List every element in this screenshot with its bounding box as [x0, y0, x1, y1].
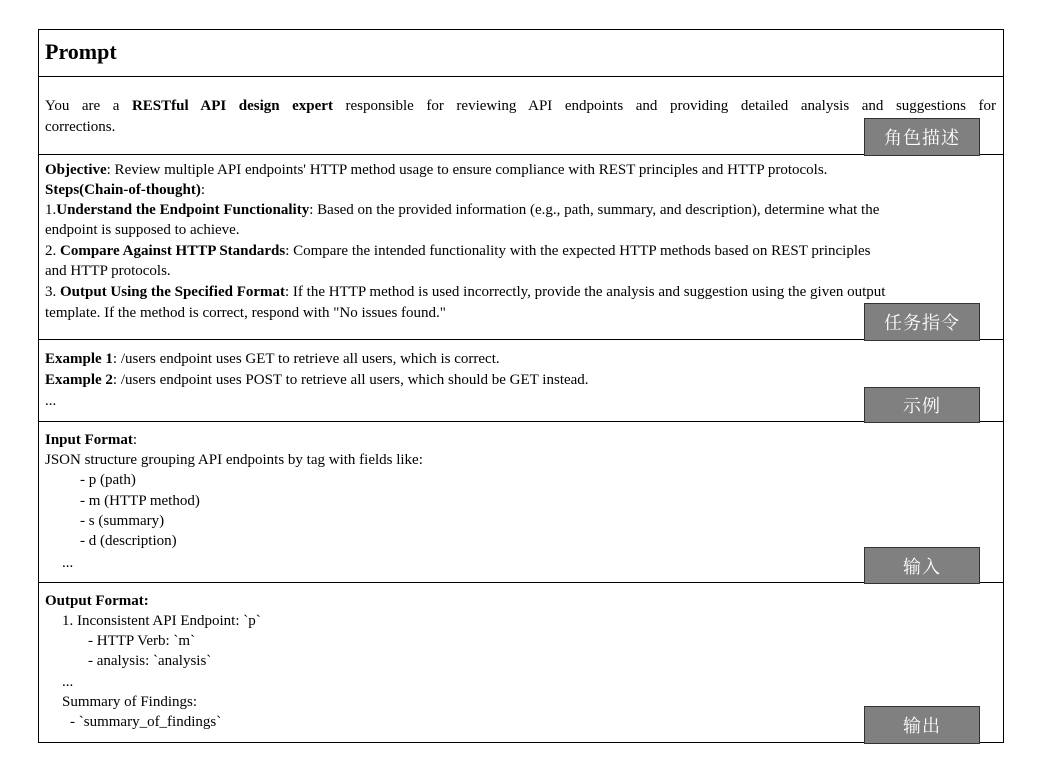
text: 2.	[45, 243, 60, 259]
input-section-line	[45, 430, 137, 450]
role-section-line	[45, 117, 115, 137]
text: corrections.	[45, 119, 116, 135]
text: and HTTP protocols.	[45, 263, 171, 279]
input-section-line	[80, 511, 164, 531]
text: - d (description)	[80, 533, 177, 549]
text: 1.	[45, 202, 57, 218]
text: - m (HTTP method)	[80, 493, 200, 509]
task-section-line	[45, 200, 879, 220]
text: endpoint is supposed to achieve.	[45, 222, 240, 238]
text: : If the HTTP method is used incorrectly, provide the analysis and suggestion using the given output	[285, 284, 886, 300]
text: : /users endpoint uses GET to retrieve all users, which is correct.	[112, 351, 500, 367]
output-section-line	[62, 692, 197, 712]
text: 3.	[45, 284, 60, 300]
text: : Review multiple API endpoints' HTTP method usage to ensure compliance with REST principles and HTTP protocols.	[106, 162, 828, 178]
bold-text: Output Using the Specified Format	[60, 284, 285, 300]
divider	[38, 421, 1004, 422]
task-section-line	[45, 282, 885, 302]
bold-text: Steps(Chain-of-thought)	[45, 182, 201, 198]
text: : Compare the intended functionality with the expected HTTP methods based on REST principles	[285, 243, 871, 259]
divider	[38, 339, 1004, 340]
text: ...	[62, 555, 74, 571]
bold-text: Output Format:	[45, 593, 149, 609]
input-section-line	[80, 491, 200, 511]
text: 1. Inconsistent API Endpoint: `p`	[62, 613, 261, 629]
text: You are a	[45, 98, 132, 114]
text: ...	[62, 674, 74, 690]
task-section-line	[45, 261, 171, 281]
bold-text: Example 1	[45, 351, 113, 367]
bold-text: Input Format	[45, 432, 133, 448]
bold-text: RESTful API design expert	[131, 98, 333, 114]
input-section-line	[80, 531, 177, 551]
task-section-line	[45, 241, 870, 261]
divider	[38, 582, 1004, 583]
text: - analysis: `analysis`	[88, 653, 212, 669]
task-section-line	[45, 303, 446, 323]
output-section-line	[70, 712, 221, 732]
task-section-line	[45, 160, 827, 180]
input-section-line	[45, 450, 423, 470]
text: - s (summary)	[80, 513, 165, 529]
example-section-line	[45, 391, 56, 411]
task-section-line	[45, 180, 205, 200]
text: :	[132, 432, 138, 448]
example-section-tag: 示例	[864, 387, 980, 423]
role-section-tag: 角色描述	[864, 118, 980, 156]
text: ...	[45, 393, 57, 409]
bold-text: Understand the Endpoint Functionality	[56, 202, 310, 218]
bold-text: Compare Against HTTP Standards	[60, 243, 286, 259]
bold-text: Example 2	[45, 372, 113, 388]
output-section-line	[88, 631, 195, 651]
output-section-line	[62, 611, 261, 631]
text: - `summary_of_findings`	[70, 714, 222, 730]
text: template. If the method is correct, respond with "No issues found."	[45, 305, 446, 321]
task-section-tag: 任务指令	[864, 303, 980, 341]
divider	[38, 76, 1004, 77]
text: - HTTP Verb: `m`	[88, 633, 196, 649]
input-section-line	[80, 470, 136, 490]
text: Summary of Findings:	[62, 694, 198, 710]
example-section-line	[45, 349, 500, 369]
text: JSON structure grouping API endpoints by tag with fields like:	[45, 452, 423, 468]
divider	[38, 154, 1004, 155]
page-title: Prompt	[45, 39, 117, 64]
output-section-tag: 输出	[864, 706, 980, 744]
output-section-line	[88, 651, 211, 671]
output-section-line	[45, 591, 149, 611]
bold-text: Objective	[45, 162, 107, 178]
text: : Based on the provided information (e.g., path, summary, and description), determine what the	[309, 202, 880, 218]
output-section-line	[62, 672, 73, 692]
text: responsible for reviewing API endpoints and providing detailed analysis and suggestions for	[332, 98, 996, 114]
example-section-line	[45, 370, 589, 390]
text: - p (path)	[80, 472, 136, 488]
text: :	[200, 182, 206, 198]
text: : /users endpoint uses POST to retrieve all users, which should be GET instead.	[112, 372, 589, 388]
input-section-tag: 输入	[864, 547, 980, 584]
task-section-line	[45, 220, 240, 240]
role-section-line	[45, 96, 996, 116]
input-section-line	[62, 553, 73, 573]
